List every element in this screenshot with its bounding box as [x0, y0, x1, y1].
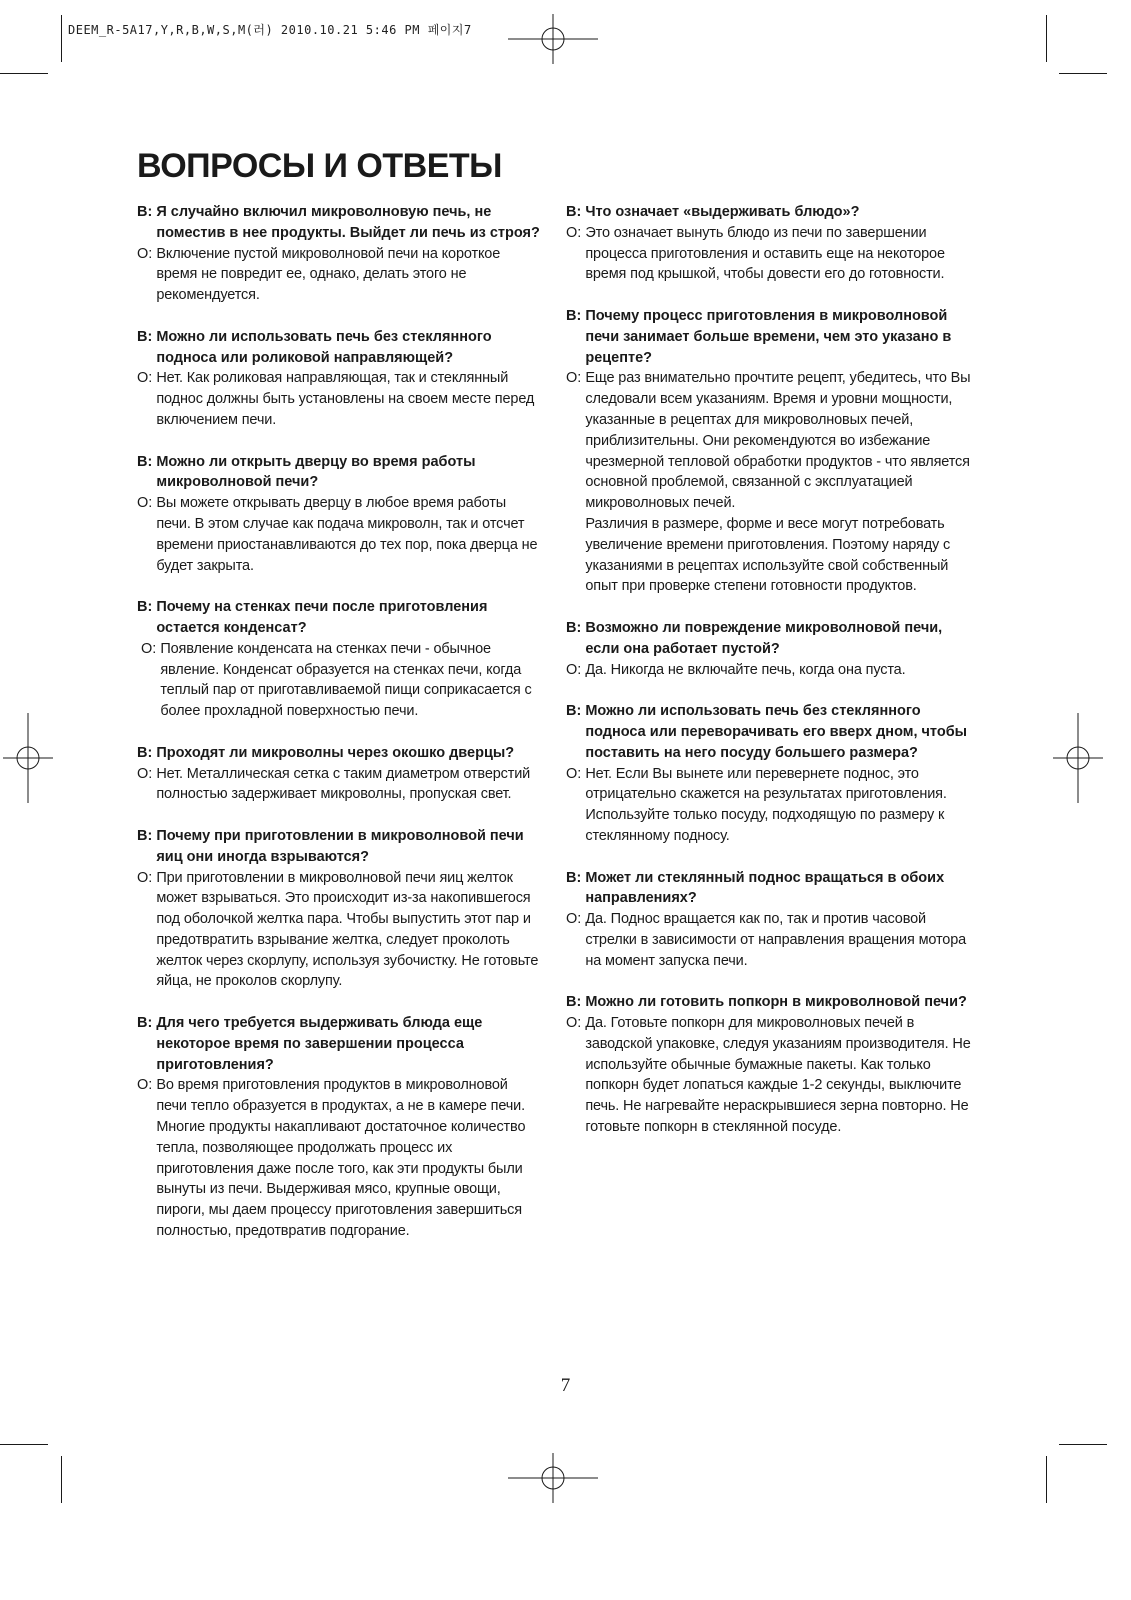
qa-item	[137, 452, 542, 577]
question-text: Я случайно включил микроволновую печь, не поместив в нее продукты. Выйдет ли печь из строя?	[156, 204, 540, 241]
answer-text: Нет. Как роликовая направляющая, так и стеклянный поднос должны быть установлены на своем месте перед включением печи.	[156, 370, 535, 428]
answer-prefix: О:	[566, 661, 582, 678]
question-prefix: В:	[566, 869, 582, 886]
question-text: Для чего требуется выдерживать блюда еще некоторое время по завершении процесса приготовления?	[156, 1015, 483, 1073]
answer-prefix: О:	[141, 640, 157, 657]
qa-item	[137, 327, 542, 431]
answer-prefix: О:	[566, 911, 582, 928]
question-prefix: В:	[137, 328, 153, 345]
left-column	[137, 202, 542, 1263]
right-column	[566, 202, 971, 1159]
page-number: 7	[560, 1375, 571, 1396]
qa-item	[137, 597, 542, 722]
answer-text-continued: Различия в размере, форме и весе могут потребовать увеличение времени приготовления. Поэтому наряду с указаниями в рецептах используйте свой собственный опыт при проверке степени готовности продуктов.	[585, 515, 951, 595]
answer-text: Включение пустой микроволновой печи на короткое время не повредит ее, однако, делать этого не рекомендуется.	[156, 245, 501, 304]
qa-item	[566, 868, 971, 972]
question-prefix: В:	[137, 204, 153, 220]
answer-prefix: О:	[137, 495, 153, 512]
registration-mark-right	[1053, 713, 1103, 803]
qa-item	[566, 992, 971, 1138]
question-text: Можно ли готовить попкорн в микроволновой печи?	[585, 994, 967, 1011]
question-text: Может ли стеклянный поднос вращаться в обоих направлениях?	[585, 869, 945, 907]
registration-mark-left	[3, 713, 53, 803]
answer-text: Это означает вынуть блюдо из печи по завершении процесса приготовления и оставить еще на некоторое время под крышкой, чтобы довести его до готовности.	[585, 224, 945, 283]
answer-text: Нет. Металлическая сетка с таким диаметром отверстий полностью задерживает микроволны, пропуская свет.	[156, 765, 531, 803]
question-text: Почему на стенках печи после приготовления остается конденсат?	[156, 599, 488, 636]
qa-item	[137, 1013, 542, 1242]
question-text: Проходят ли микроволны через окошко дверцы?	[156, 744, 515, 761]
answer-text: Еще раз внимательно прочтите рецепт, убедитесь, что Вы следовали всем указаниям. Время и уровни мощности, указанные в рецептах для микроволновых печей, приблизительны. Они рекомендуются во избежание чрезмерной тепловой обработки продуктов - что является основной проблемой, связанной с эксплуатацией микроволновых печей.	[585, 370, 971, 512]
question-text: Можно ли использовать печь без стеклянного подноса или роликовой направляющей?	[156, 328, 492, 366]
question-prefix: В:	[566, 204, 582, 220]
answer-text: Да. Готовьте попкорн для микроволновых печей в заводской упаковке, следуя указаниям производителя. Не используйте обычные бумажные пакеты. Как только попкорн будет лопаться каждые 1-2 секунды, выключите печь. Не нагревайте нераскрывшиеся зерна повторно. Не готовьте попкорн в стеклянной посуде.	[585, 1015, 971, 1136]
question-text: Что означает «выдерживать блюдо»?	[585, 204, 860, 220]
answer-prefix: О:	[137, 869, 153, 886]
answer-text: Вы можете открывать дверцу в любое время работы печи. В этом случае как подача микроволн, так и отсчет времени приостанавливаются до тех пор, пока дверца не будет закрыта.	[156, 495, 538, 574]
question-text: Почему при приготовлении в микроволновой печи яиц они иногда взрываются?	[156, 827, 524, 865]
answer-prefix: О:	[137, 370, 153, 387]
registration-mark-top	[508, 14, 598, 64]
question-text: Можно ли открыть дверцу во время работы микроволновой печи?	[156, 453, 476, 491]
qa-item	[566, 306, 971, 597]
question-prefix: В:	[566, 703, 582, 720]
question-prefix: В:	[137, 453, 153, 470]
qa-item	[566, 202, 971, 285]
qa-item	[137, 826, 542, 992]
question-prefix: В:	[137, 827, 153, 844]
answer-prefix: О:	[566, 765, 582, 782]
question-prefix: В:	[566, 307, 582, 324]
answer-text: Да. Поднос вращается как по, так и против часовой стрелки в зависимости от направления вращения мотора на момент запуска печи.	[585, 911, 967, 969]
print-header: DEEM_R-5A17,Y,R,B,W,S,M(러) 2010.10.21 5:46 PM 페이지7	[68, 23, 472, 37]
qa-item	[137, 202, 542, 306]
answer-text: Да. Никогда не включайте печь, когда она пуста.	[585, 661, 906, 678]
answer-prefix: О:	[566, 224, 582, 241]
answer-text: Во время приготовления продуктов в микроволновой печи тепло образуется в продуктах, а не в камере печи. Многие продукты накапливают достаточное количество тепла, позволяющее продолжать процесс их приготовления даже после того, как эти продукты были вынуты из печи. Выдерживая мясо, крупные овощи, пироги, мы даем процессу приготовления завершиться полностью, предотвратив подгорание.	[156, 1077, 526, 1240]
qa-item	[566, 618, 971, 680]
answer-prefix: О:	[566, 370, 582, 387]
question-prefix: В:	[137, 599, 153, 616]
answer-text: Появление конденсата на стенках печи - обычное явление. Конденсат образуется на стенках печи, когда теплый пар от приготавливаемой пищи соприкасается с более прохладной поверхностью печи.	[160, 640, 532, 720]
answer-prefix: О:	[566, 1015, 582, 1032]
answer-prefix: О:	[137, 1077, 153, 1094]
qa-item	[566, 701, 971, 847]
qa-item	[137, 743, 542, 805]
answer-text: Нет. Если Вы вынете или перевернете поднос, это отрицательно скажется на результатах приготовления. Используйте только посуду, подходящую по размеру к стеклянному подносу.	[585, 765, 947, 844]
question-text: Почему процесс приготовления в микроволновой печи занимает больше времени, чем это указано в рецепте?	[585, 307, 952, 366]
question-prefix: В:	[137, 1015, 153, 1032]
registration-mark-bottom	[508, 1453, 598, 1503]
answer-text: При приготовлении в микроволновой печи яиц желток может взрываться. Это происходит из-за накопившегося под оболочкой желтка пара. Чтобы выпустить этот пар и предотвратить взрывание желтка, следует проколоть желток через скорлупу, используя зубочистку. Не готовьте яйца, не проколов скорлупу.	[156, 869, 539, 990]
question-text: Можно ли использовать печь без стеклянного подноса или переворачивать его вверх дном, чтобы поставить на него посуду большего размера?	[585, 703, 968, 761]
question-text: Возможно ли повреждение микроволновой печи, если она работает пустой?	[585, 619, 943, 657]
answer-prefix: О:	[137, 765, 153, 782]
question-prefix: В:	[566, 994, 582, 1011]
question-prefix: В:	[566, 619, 582, 636]
question-prefix: В:	[137, 744, 153, 761]
page-title: ВОПРОСЫ И ОТВЕТЫ	[137, 147, 502, 185]
answer-prefix: О:	[137, 245, 153, 262]
